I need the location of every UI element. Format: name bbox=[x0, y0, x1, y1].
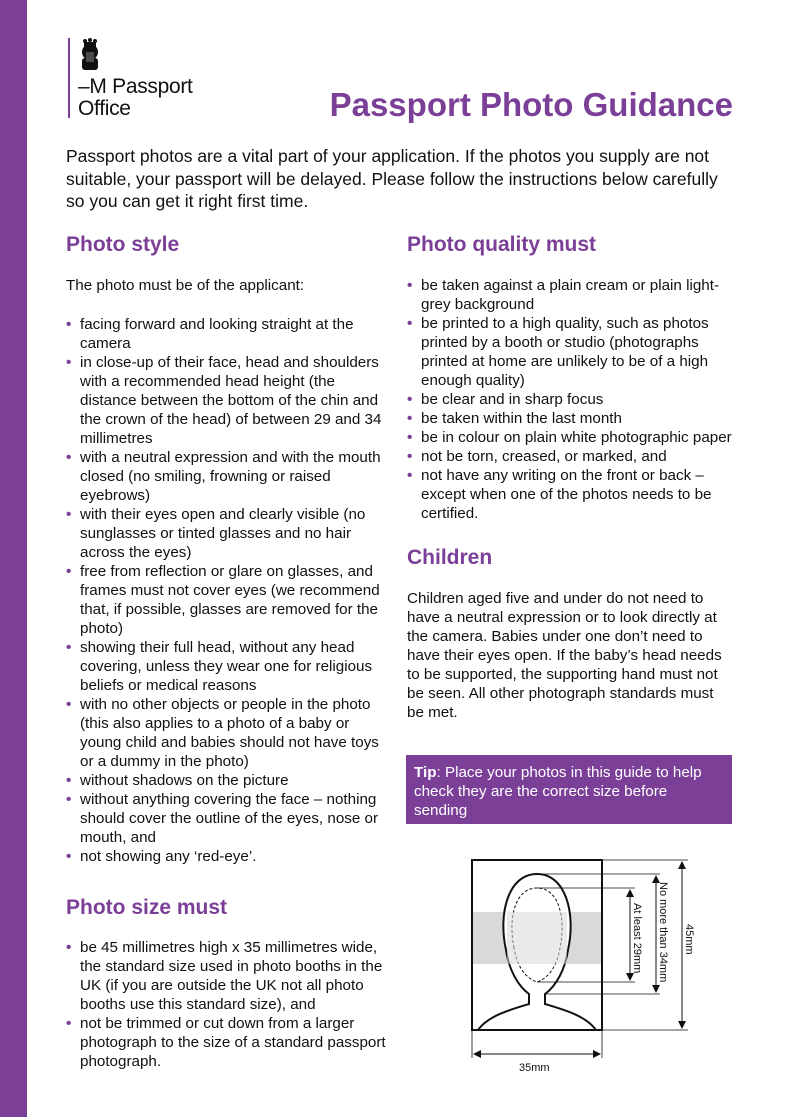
page-title: Passport Photo Guidance bbox=[329, 86, 733, 123]
logo-rule bbox=[68, 38, 70, 118]
height-label: 45mm bbox=[683, 924, 695, 955]
children-paragraph: Children aged five and under do not need to have a neutral expression or to look directly at the camera. Babies under one don’t need to have their eyes open. If the baby’s head needs to be supported, the supporting hand must not be seen. All other photograph standards must be met. bbox=[407, 590, 722, 721]
size-guide-svg bbox=[460, 852, 720, 1077]
photo-style-list bbox=[66, 315, 394, 866]
list-item: • be taken against a plain cream or plain light-grey background bbox=[407, 276, 737, 314]
left-accent-bar bbox=[0, 0, 27, 1117]
tip-box bbox=[406, 755, 732, 824]
list-item: • not showing any ‘red-eye’. bbox=[66, 847, 394, 866]
list-item: • not have any writing on the front or back – except when one of the photos needs to be certified. bbox=[407, 466, 737, 523]
list-item: • without anything covering the face – nothing should cover the outline of the eyes, nose or mouth, and bbox=[66, 790, 394, 847]
children-heading: Children bbox=[407, 546, 493, 569]
tip-label: Tip bbox=[414, 764, 437, 781]
photo-size-heading: Photo size must bbox=[66, 896, 228, 919]
logo-line-2: Office bbox=[78, 97, 131, 120]
royal-crest-icon bbox=[78, 38, 102, 72]
photo-size-diagram bbox=[460, 852, 720, 1077]
list-item: • showing their full head, without any head covering, unless they wear one for religious beliefs or medical reasons bbox=[66, 638, 394, 695]
list-item: • with their eyes open and clearly visible (no sunglasses or tinted glasses and no hair across the eyes) bbox=[66, 505, 394, 562]
photo-quality-heading: Photo quality must bbox=[407, 233, 596, 256]
list-item: • facing forward and looking straight at the camera bbox=[66, 315, 394, 353]
intro-paragraph: Passport photos are a vital part of your application. If the photos you supply are not suitable, your passport will be delayed. Please follow the instructions below carefully so you can get it right first time. bbox=[66, 146, 718, 211]
width-label: 35mm bbox=[519, 1062, 550, 1074]
photo-size-list bbox=[66, 938, 394, 1071]
band-overlay bbox=[507, 912, 567, 964]
min-head-label: At least 29mm bbox=[631, 903, 643, 974]
list-item: • without shadows on the picture bbox=[66, 771, 394, 790]
logo-line-1: –M Passport bbox=[78, 75, 193, 98]
list-item: • with no other objects or people in the photo (this also applies to a photo of a baby or young child and babies should not have toys or a dummy in the photo) bbox=[66, 695, 394, 771]
list-item: • be in colour on plain white photographic paper bbox=[407, 428, 737, 447]
logo-wordmark bbox=[78, 76, 193, 120]
hm-passport-office-logo bbox=[68, 38, 228, 120]
list-item: • be clear and in sharp focus bbox=[407, 390, 737, 409]
list-item: • be printed to a high quality, such as photos printed by a booth or studio (photographs printed at home are unlikely to be of a high enough quality) bbox=[407, 314, 737, 390]
tip-text: : Place your photos in this guide to help check they are the correct size before sending bbox=[414, 764, 702, 819]
photo-quality-list bbox=[407, 276, 737, 523]
list-item: • with a neutral expression and with the mouth closed (no smiling, frowning or raised eyebrows) bbox=[66, 448, 394, 505]
list-item: • be taken within the last month bbox=[407, 409, 737, 428]
list-item: • not be trimmed or cut down from a larger photograph to the size of a standard passport photograph. bbox=[66, 1014, 394, 1071]
list-item: • not be torn, creased, or marked, and bbox=[407, 447, 737, 466]
max-head-label: No more than 34mm bbox=[657, 882, 669, 983]
list-item: • free from reflection or glare on glasses, and frames must not cover eyes (we recommend that, if possible, glasses are removed for the photo) bbox=[66, 562, 394, 638]
photo-style-heading: Photo style bbox=[66, 233, 180, 256]
list-item: • in close-up of their face, head and shoulders with a recommended head height (the distance between the bottom of the chin and the crown of the head) of between 29 and 34 millimetres bbox=[66, 353, 394, 448]
list-item: • be 45 millimetres high x 35 millimetres wide, the standard size used in photo booths in the UK (if you are outside the UK not all photo booths use this standard size), and bbox=[66, 938, 394, 1014]
photo-style-lead: The photo must be of the applicant: bbox=[66, 277, 305, 294]
